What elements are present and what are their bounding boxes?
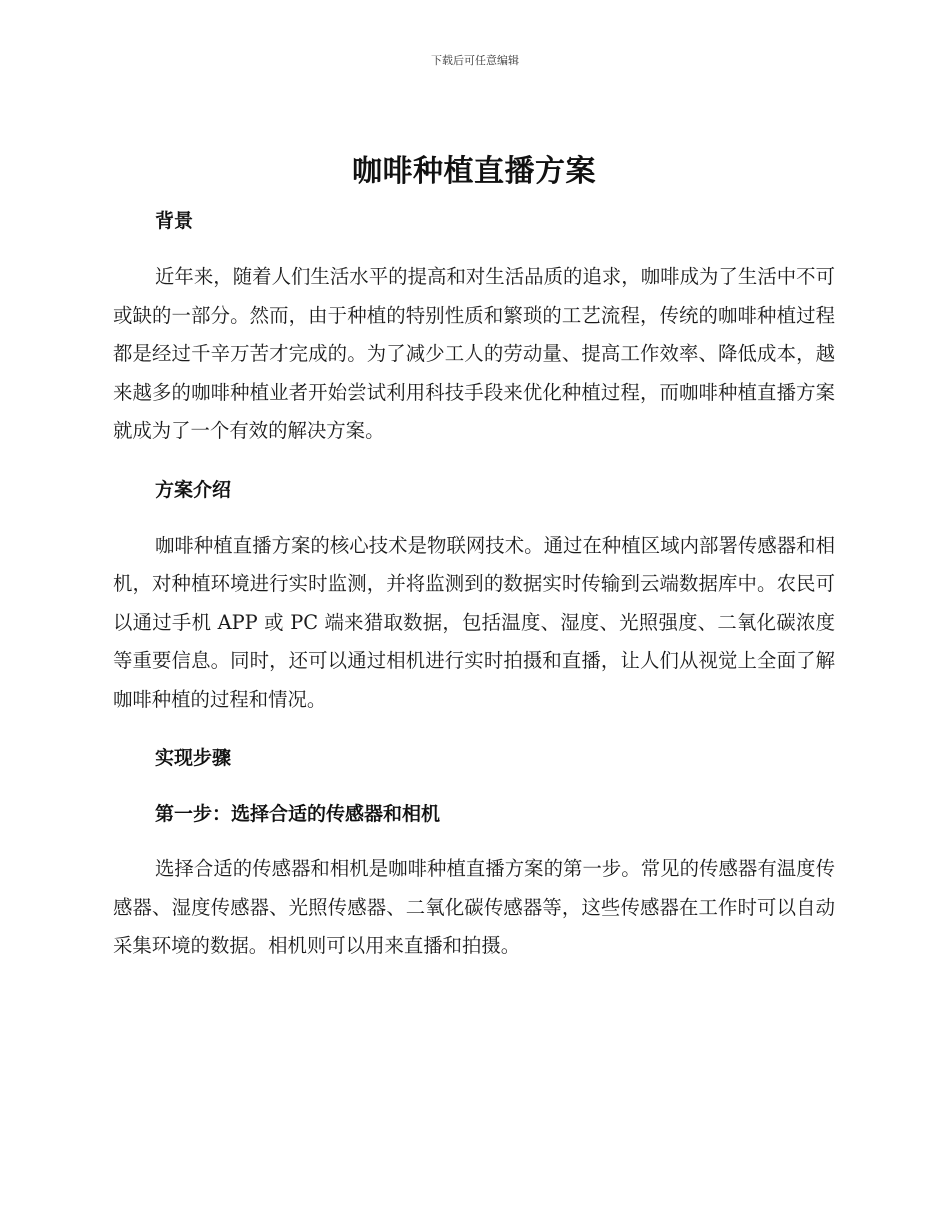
section-heading-intro: 方案介绍 <box>155 478 232 501</box>
section-heading-steps: 实现步骤 <box>155 747 232 769</box>
section-heading-background: 背景 <box>155 210 194 232</box>
subsection-heading-step1: 第一步：选择合适的传感器和相机 <box>155 803 441 825</box>
section-paragraph-intro: 咖啡种植直播方案的核心技术是物联网技术。通过在种植区域内部署传感器和相机，对种植环境进行实时监测，并将监测到的数据实时传输到云端数据库中。农民可以通过手机 APP 或 PC 端来猎取数据，包括温度、湿度、光照强度、二氧化碳浓度等重要信息。同时，还可以通过相机进行实时拍摄和直播，让人们从视觉上全面了解咖啡种植的过程和情况。 <box>113 533 835 711</box>
section-paragraph-background: 近年来，随着人们生活水平的提高和对生活品质的追求，咖啡成为了生活中不可或缺的一部分。然而，由于种植的特别性质和繁琐的工艺流程，传统的咖啡种植过程都是经过千辛万苦才完成的。为了减少工人的劳动量、提高工作效率、降低成本，越来越多的咖啡种植业者开始尝试利用科技手段来优化种植过程，而咖啡种植直播方案就成为了一个有效的解决方案。 <box>113 265 835 442</box>
document-body <box>113 150 835 966</box>
subsection-paragraph-step1: 选择合适的传感器和相机是咖啡种植直播方案的第一步。常见的传感器有温度传感器、湿度传感器、光照传感器、二氧化碳传感器等，这些传感器在工作时可以自动采集环境的数据。相机则可以用来直播和拍摄。 <box>113 857 835 957</box>
header-note: 下载后可任意编辑 <box>431 54 519 67</box>
document-title: 咖啡种植直播方案 <box>352 154 596 189</box>
